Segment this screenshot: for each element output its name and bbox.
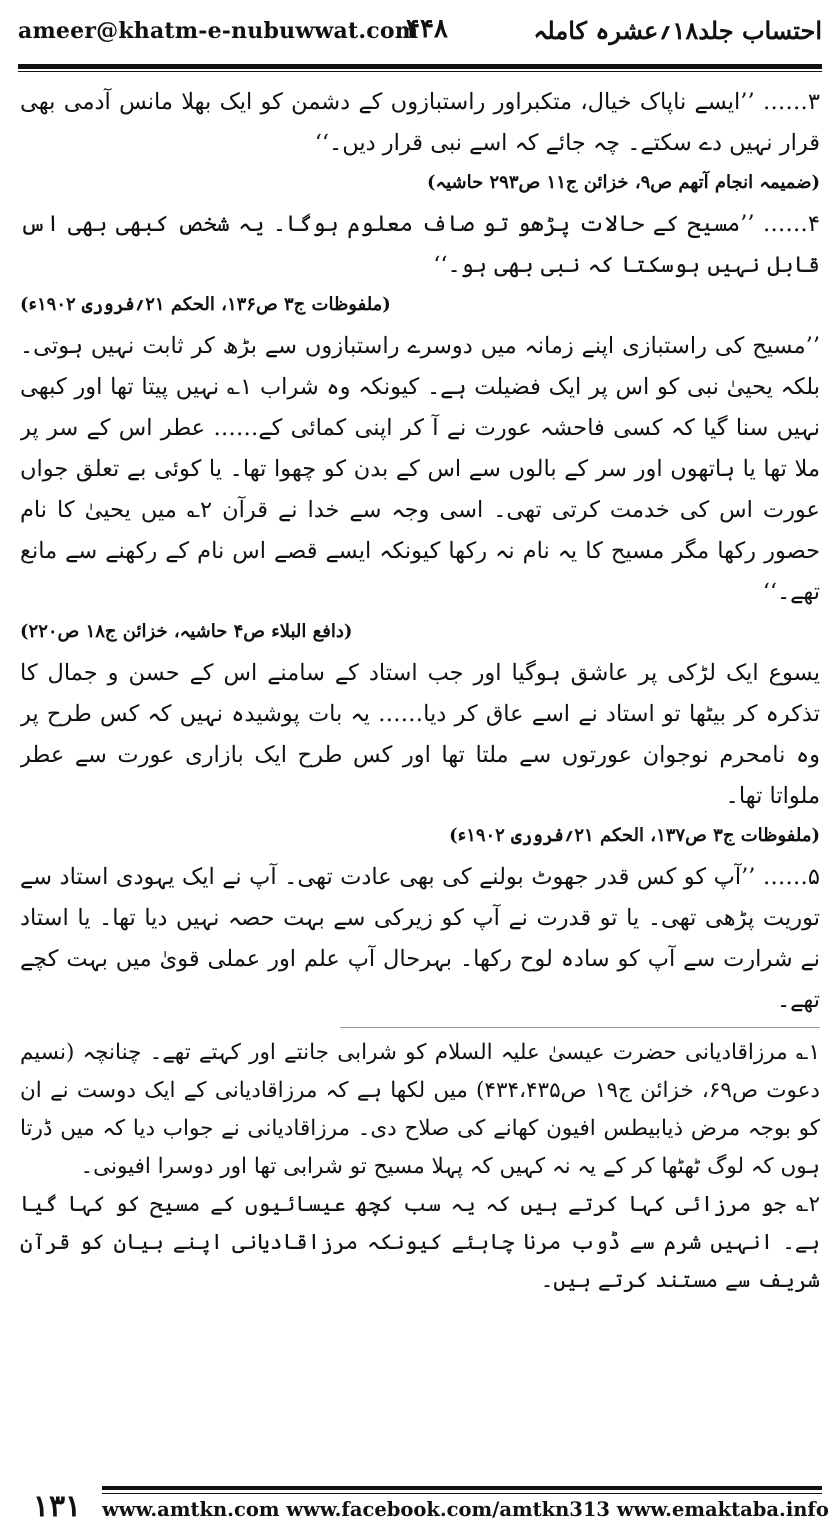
header-book-title: احتساب جلد۱۸؍عشرہ کاملہ (533, 16, 822, 45)
item-3-reference: (ضمیمہ انجام آتھم ص۹، خزائن ج۱۱ ص۲۹۳ حاشیہ) (427, 172, 820, 193)
item-4-text: ۴…… ’’مسیح کے حالات پڑھو تو صاف معلوم ہوگا۔ یہ شخص کبھی بھی اس قابل نہیں ہوسکتا کہ نبی بھی ہو۔‘‘ (20, 211, 820, 278)
item-3-text: ۳…… ’’ایسے ناپاک خیال، متکبراور راستبازوں کے دشمن کو ایک بھلا مانس آدمی بھی قرار نہیں دے سکتے۔ چہ جائے کہ اسے نبی قرار دیں۔‘‘ (20, 89, 820, 156)
page-body (20, 82, 820, 1464)
paragraph-2-reference: (ملفوظات ج۳ ص۱۳۷، الحکم ۲۱؍فروری ۱۹۰۲ء) (449, 825, 820, 846)
footer-bar (102, 1486, 829, 1528)
page-header (18, 14, 822, 58)
item-4-reference: (ملفوظات ج۳ ص۱۳۶، الحکم ۲۱؍فروری ۱۹۰۲ء) (20, 294, 391, 315)
header-rule-thick (18, 64, 822, 69)
quote-1-text: ’’مسیح کی راستبازی اپنے زمانہ میں دوسرے راستبازوں سے بڑھ کر ثابت نہیں ہوتی۔ بلکہ یحییٰ نبی کو اس پر ایک فضیلت ہے۔ کیونکہ وہ شراب ۱؎ نہیں پیتا تھا اور کبھی نہیں سنا گیا کہ کسی فاحشہ عورت نے آ کر اپنی کمائی کے…… عطر اس کے سر پر ملا تھا یا ہاتھوں اور سر کے بالوں سے اس کے بدن کو چھوا تھا۔ یا کوئی بے تعلق جواں عورت اس کی خدمت کرتی تھی۔ اسی وجہ سے خدا نے قرآن ۲؎ میں یحییٰ کا نام حصور رکھا مگر مسیح کا یہ نام نہ رکھا کیونکہ ایسے قصے اس نام کے رکھنے سے مانع تھے۔‘‘ (20, 333, 820, 605)
header-page-number: ۴۴۸ (406, 14, 448, 44)
footnote-divider (340, 1027, 820, 1028)
page-footer (18, 1484, 829, 1528)
footer-rule-thick (102, 1486, 822, 1490)
header-email: ameer@khatm-e-nubuwwat.com (18, 18, 419, 44)
footer-websites: www.amtkn.com www.facebook.com/amtkn313 www.emaktaba.info (102, 1498, 829, 1521)
footnote-1: ۱؎ مرزاقادیانی حضرت عیسیٰ علیہ السلام کو شرابی جانتے اور کہتے تھے۔ چنانچہ (نسیم دعوت ص۶۹، خزائن ج۱۹ ص۴۳۴،۴۳۵) میں لکھا ہے کہ مرزاقادیانی کے ایک دوست نے ان کو بوجہ مرض ذیابیطس افیون کھانے کی صلاح دی۔ مرزاقادیانی نے جواب دیا کہ میں ڈرتا ہوں کہ لوگ ٹھٹھا کر کے یہ نہ کہیں کہ پہلا مسیح تو شرابی تھا اور دوسرا افیونی۔ (20, 1040, 820, 1179)
footer-rule-thin (102, 1493, 822, 1494)
item-5-text: ۵…… ’’آپ کو کس قدر جھوٹ بولنے کی بھی عادت تھی۔ آپ نے ایک یہودی استاد سے توریت پڑھی تھی۔ یا تو قدرت نے آپ کو زیرکی سے بہت حصہ نہیں دیا تھا۔ یا استاد نے شرارت سے آپ کو سادہ لوح رکھا۔ بہرحال آپ علم اور عملی قویٰ میں بہت کچے تھے۔ (20, 864, 820, 1013)
paragraph-2-text: یسوع ایک لڑکی پر عاشق ہوگیا اور جب استاد کے سامنے اس کے حسن و جمال کا تذکرہ کر بیٹھا تو استاد نے اسے عاق کر دیا…… یہ بات پوشیدہ نہیں کہ کس طرح پر وہ نامحرم نوجوان عورتوں سے ملتا تھا اور کس طرح ایک بازاری عورت سے عطر ملواتا تھا۔ (20, 660, 820, 809)
header-rule-thin (18, 71, 822, 72)
footnote-2: ۲؎ جو مرزائی کہا کرتے ہیں کہ یہ سب کچھ عیسائیوں کے مسیح کو کہا گیا ہے۔ انہیں شرم سے ڈوب مرنا چاہئے کیونکہ مرزاقادیانی اپنے بیان کو قرآن شریف سے مستند کرتے ہیں۔ (20, 1192, 820, 1293)
footer-folio-number: ۱۳۱ (18, 1486, 96, 1528)
quote-1-reference: (دافع البلاء ص۴ حاشیہ، خزائن ج۱۸ ص۲۲۰) (20, 621, 353, 642)
